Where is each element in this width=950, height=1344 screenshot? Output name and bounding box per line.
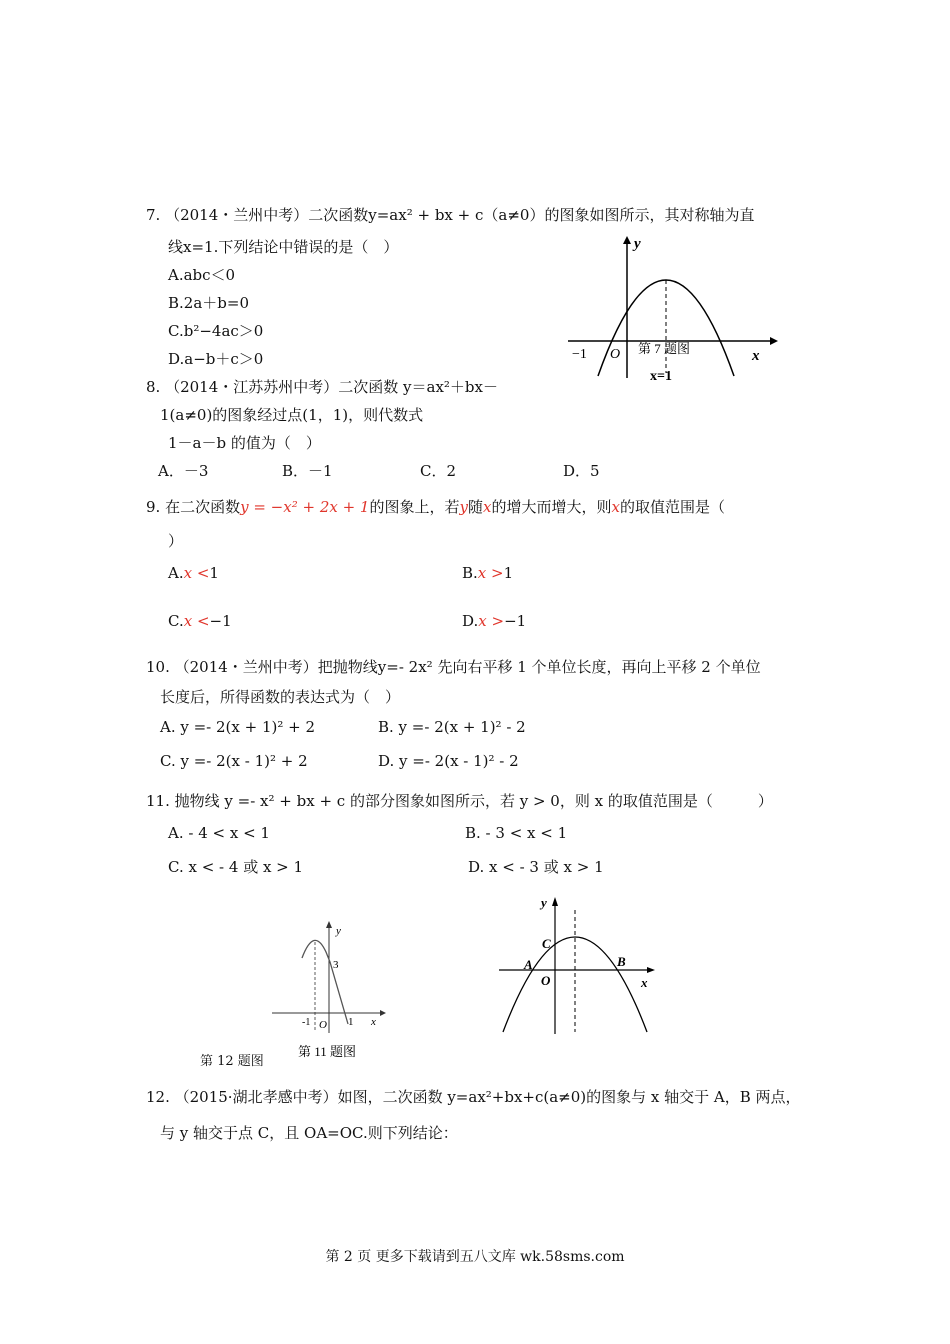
q11-option-b: B. - 3 < x < 1 bbox=[465, 824, 568, 842]
page-footer: 第 2 页 更多下载请到五八文库 wk.58sms.com bbox=[325, 1249, 625, 1265]
q12-line2: 与 y 轴交于点 C，且 OA=OC.则下列结论： bbox=[160, 1124, 458, 1142]
q7-x-label: x bbox=[752, 348, 760, 364]
q9-option-d: D.x >−1 bbox=[462, 612, 527, 630]
q11-caption: 第 11 题图 bbox=[298, 1044, 357, 1058]
q10-line1: 10. （2014・兰州中考）把抛物线y=- 2x² 先向右平移 1 个单位长度，再向上平移 2 个单位 bbox=[146, 658, 761, 676]
q8-line3: 1－a－b 的值为（ ） bbox=[168, 434, 321, 452]
q7-option-b: B.2a＋b=0 bbox=[168, 294, 249, 312]
q9-var-x1: x bbox=[482, 498, 492, 516]
q10-option-d: D. y =- 2(x - 1)² - 2 bbox=[378, 752, 519, 770]
q9-text-c: 的增大而增大，则 bbox=[491, 498, 612, 516]
q7-axis-label: x=1 bbox=[650, 369, 672, 384]
q12-line1: 12. （2015·湖北孝感中考）如图，二次函数 y=ax²+bx+c(a≠0)的图象与 x 轴交于 A，B 两点， bbox=[146, 1088, 801, 1106]
q9-option-a: A.x <1 bbox=[168, 564, 219, 582]
q7-origin: O bbox=[610, 347, 621, 362]
q7-option-c: C.b²−4ac＞0 bbox=[168, 322, 264, 340]
q10-option-c: C. y =- 2(x - 1)² + 2 bbox=[160, 752, 308, 770]
q9-text-b: 随 bbox=[467, 498, 483, 516]
q12-origin: O bbox=[541, 973, 551, 988]
q7-figure bbox=[560, 228, 780, 388]
q11-tick-1: 1 bbox=[348, 1016, 354, 1028]
q11-option-a: A. - 4 < x < 1 bbox=[168, 824, 270, 842]
q10-option-a: A. y =- 2(x + 1)² + 2 bbox=[160, 718, 316, 736]
q12-x-label: x bbox=[641, 975, 648, 990]
q9-var-y: y bbox=[459, 498, 468, 516]
q9-option-b: B.x >1 bbox=[462, 564, 514, 582]
q7-option-a: A.abc＜0 bbox=[168, 266, 236, 284]
q11-x-label: x bbox=[371, 1016, 376, 1028]
q11-y-label: y bbox=[336, 925, 341, 937]
q8-line1: 8. （2014・江苏苏州中考）二次函数 y＝ax²＋bx－ bbox=[146, 378, 498, 396]
q8-option-d: D．5 bbox=[563, 462, 600, 480]
q7-option-d: D.a−b＋c＞0 bbox=[168, 350, 264, 368]
q11-option-c: C. x < - 4 或 x > 1 bbox=[168, 858, 304, 876]
q12-point-c: C bbox=[542, 936, 551, 951]
q9-text-d: 的取值范围是（ bbox=[619, 498, 725, 516]
q11-tick-3: 3 bbox=[333, 959, 339, 971]
q11-parabola bbox=[302, 940, 348, 1024]
q11-figure bbox=[268, 918, 388, 1058]
q9-var-x2: x bbox=[611, 498, 620, 516]
q9-option-c: C.x <−1 bbox=[168, 612, 232, 630]
q11-origin: O bbox=[319, 1019, 327, 1031]
q9-prefix: 9. 在二次函数 bbox=[146, 498, 241, 516]
q7-line1: 7. （2014・兰州中考）二次函数y=ax² + bx + c（a≠0）的图象如图所示，其对称轴为直 bbox=[146, 206, 755, 224]
q7-y-label: y bbox=[634, 236, 641, 252]
q9-text-a: 的图象上，若 bbox=[369, 498, 460, 516]
q9-line1 bbox=[146, 496, 725, 517]
q8-option-a: A．－3 bbox=[158, 462, 209, 480]
q9-line2: ） bbox=[168, 532, 184, 550]
q7-tick-neg1: −1 bbox=[572, 347, 587, 362]
q12-caption: 第 12 题图 bbox=[200, 1054, 264, 1069]
q11-line1: 11. 抛物线 y =- x² + bx + c 的部分图象如图所示，若 y > 0，则 x 的取值范围是（ ） bbox=[146, 792, 773, 810]
q11-option-d: D. x < - 3 或 x > 1 bbox=[468, 858, 604, 876]
q10-option-b: B. y =- 2(x + 1)² - 2 bbox=[378, 718, 526, 736]
q10-line2: 长度后，所得函数的表达式为（ ） bbox=[160, 688, 401, 706]
q12-y-label: y bbox=[541, 895, 547, 910]
q12-point-b: B bbox=[617, 954, 626, 969]
q8-line2: 1(a≠0)的图象经过点(1，1)，则代数式 bbox=[160, 406, 424, 424]
q7-caption: 第 7 题图 bbox=[638, 341, 691, 356]
q11-tick-neg1: -1 bbox=[302, 1017, 311, 1028]
q9-formula: y = −x² + 2x + 1 bbox=[240, 498, 370, 516]
q7-line2: 线x=1.下列结论中错误的是（ ） bbox=[168, 238, 399, 256]
q8-option-c: C．2 bbox=[420, 462, 457, 480]
q8-option-b: B．－1 bbox=[282, 462, 333, 480]
q12-point-a: A bbox=[524, 957, 533, 972]
q12-figure bbox=[495, 890, 665, 1040]
